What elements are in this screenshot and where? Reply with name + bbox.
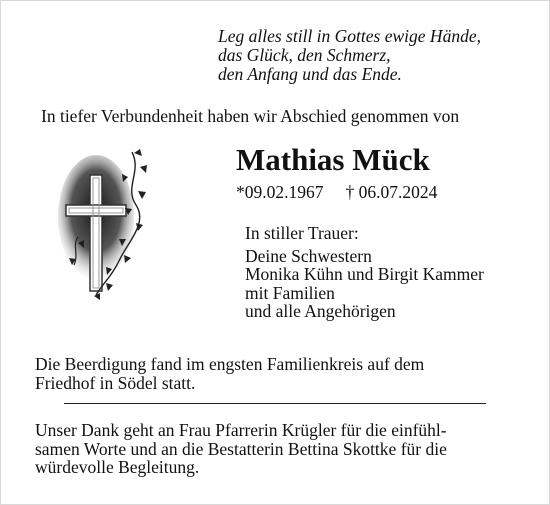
verse-line-3: den Anfang und das Ende. — [218, 64, 402, 84]
funeral-line-1: Die Beerdigung fand im engsten Familienkreis auf dem — [35, 354, 425, 374]
divider-line — [64, 403, 486, 404]
funeral-line-2: Friedhof in Södel statt. — [35, 372, 196, 393]
mourner-line: Monika Kühn und Birgit Kammer — [245, 264, 484, 284]
cross-with-ivy-icon — [54, 147, 154, 302]
deceased-name: Mathias Mück — [236, 142, 430, 177]
verse-line-2: das Glück, den Schmerz, — [218, 45, 391, 65]
thanks-line-3: würdevolle Begleitung. — [35, 457, 200, 477]
verse — [218, 27, 481, 84]
thanks-notice — [35, 421, 447, 477]
mourner-line: mit Familien — [245, 282, 335, 303]
mourner-line: und alle Angehörigen — [245, 301, 396, 321]
death-date: † 06.07.2024 — [345, 182, 438, 202]
mourners-block — [245, 224, 484, 321]
birth-date: *09.02.1967 — [236, 182, 324, 202]
funeral-notice — [35, 355, 424, 392]
thanks-line-1: Unser Dank geht an Frau Pfarrerin Krügler für die einfühl- — [35, 420, 447, 440]
verse-line-1: Leg alles still in Gottes ewige Hände, — [218, 26, 481, 46]
mourner-line: Deine Schwestern — [245, 245, 372, 266]
life-dates — [236, 182, 437, 203]
intro-text: In tiefer Verbundenheit haben wir Abschied genommen von — [41, 106, 460, 126]
mourning-heading: In stiller Trauer: — [245, 223, 359, 243]
thanks-line-2: samen Worte und an die Bestatterin Bettina Skottke für die — [35, 438, 447, 459]
